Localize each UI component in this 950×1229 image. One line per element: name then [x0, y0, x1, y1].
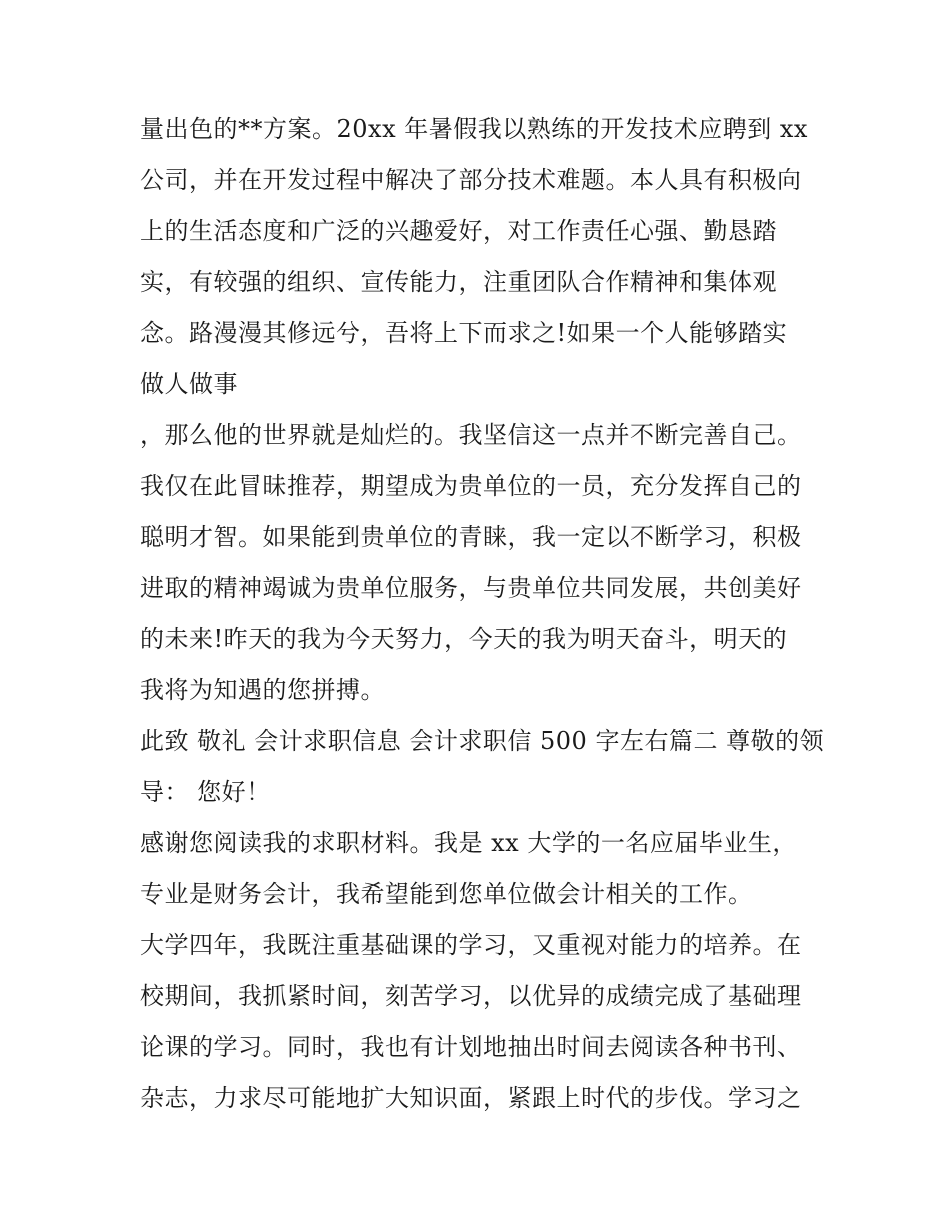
text-line: 此致 敬礼 会计求职信息 会计求职信 500 字左右篇二 尊敬的领 — [140, 727, 825, 755]
text-line: 进取的精神竭诚为贵单位服务，与贵单位共同发展，共创美好 — [140, 574, 802, 602]
text-line: 论课的学习。同时，我也有计划地抽出时间去阅读各种书刊、 — [140, 1033, 802, 1061]
document-body — [140, 104, 825, 1124]
text-line: 量出色的**方案。20xx 年暑假我以熟练的开发技术应聘到 xx — [140, 115, 808, 143]
text-line: 导： 您好！ — [140, 778, 271, 806]
text-line: 上的生活态度和广泛的兴趣爱好，对工作责任心强、勤恳踏 — [140, 217, 777, 245]
text-line: 杂志，力求尽可能地扩大知识面，紧跟上时代的步伐。学习之 — [140, 1084, 802, 1112]
text-line: 聪明才智。如果能到贵单位的青睐，我一定以不断学习，积极 — [140, 523, 802, 551]
text-line: 实，有较强的组织、宣传能力，注重团队合作精神和集体观 — [140, 268, 777, 296]
text-line: 做人做事 — [140, 370, 238, 398]
text-line: 校期间，我抓紧时间，刻苦学习，以优异的成绩完成了基础理 — [140, 982, 802, 1010]
text-line: 念。路漫漫其修远兮，吾将上下而求之!如果一个人能够踏实 — [140, 319, 788, 347]
text-line: 我仅在此冒昧推荐，期望成为贵单位的一员，充分发挥自己的 — [140, 472, 802, 500]
text-line: 感谢您阅读我的求职材料。我是 xx 大学的一名应届毕业生， — [140, 829, 797, 857]
text-line: ，那么他的世界就是灿烂的。我坚信这一点并不断完善自己。 — [140, 421, 802, 449]
text-line: 公司，并在开发过程中解决了部分技术难题。本人具有积极向 — [140, 166, 802, 194]
text-line: 专业是财务会计，我希望能到您单位做会计相关的工作。 — [140, 880, 753, 908]
text-line: 我将为知遇的您拼搏。 — [140, 676, 385, 704]
text-line: 大学四年，我既注重基础课的学习，又重视对能力的培养。在 — [140, 931, 802, 959]
text-line: 的未来!昨天的我为今天努力，今天的我为明天奋斗，明天的 — [140, 625, 788, 653]
